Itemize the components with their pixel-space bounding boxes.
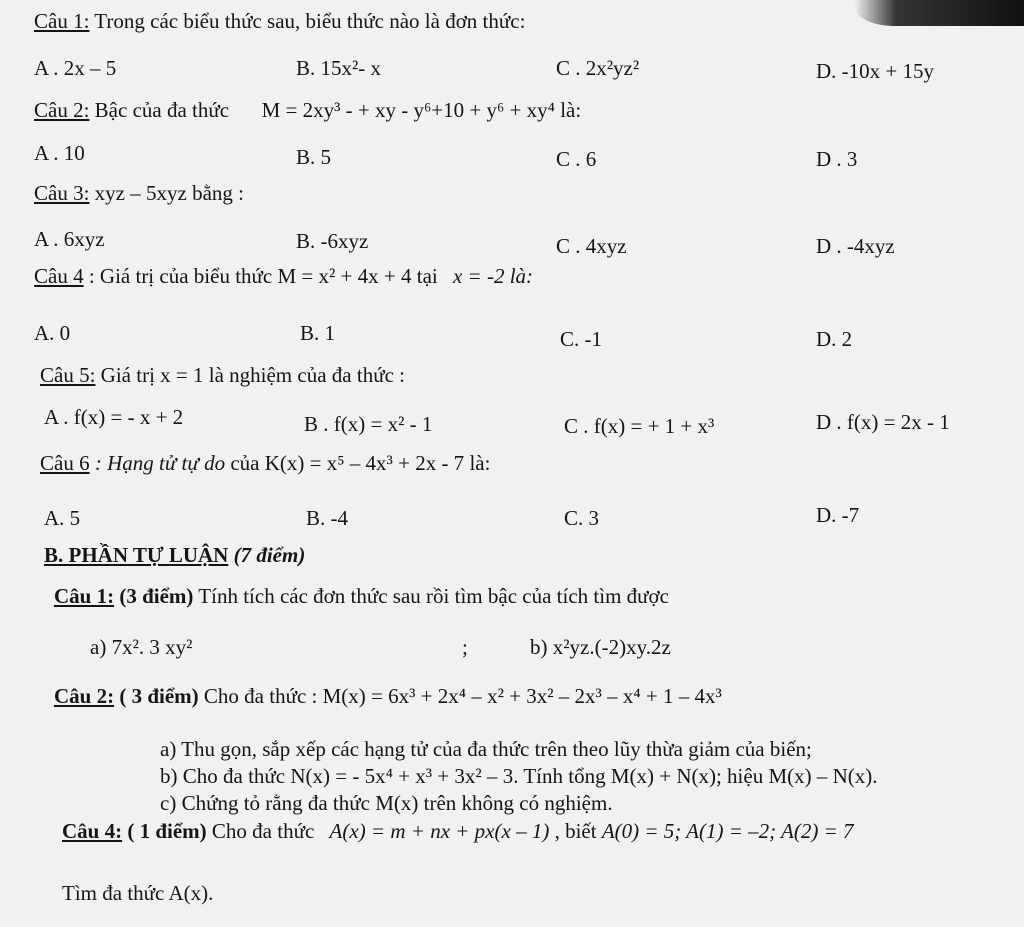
essay-q2-part-b: b) Cho đa thức N(x) = - 5x⁴ + x³ + 3x² – 3. Tính tổng M(x) + N(x); hiệu M(x) – N(x).: [160, 764, 878, 788]
q3-option-b: B. -6xyz: [296, 229, 369, 253]
q5-option-b: B . f(x) = x² - 1: [304, 412, 433, 436]
q5-option-a: A . f(x) = - x + 2: [44, 405, 184, 429]
question-1-text: Trong các biểu thức sau, biểu thức nào là đơn thức:: [94, 9, 526, 33]
q2-option-c: C . 6: [556, 147, 597, 171]
question-6-label: Câu 6: [40, 451, 90, 475]
essay-q2-part-a: a) Thu gọn, sắp xếp các hạng tử của đa thức trên theo lũy thừa giảm của biến;: [160, 737, 812, 761]
essay-q1-points: (3 điểm): [119, 584, 194, 608]
essay-q1-part-b: b) x²yz.(-2)xy.2z: [530, 635, 671, 659]
essay-question-2: [54, 683, 722, 709]
question-6-mid: của: [230, 451, 260, 475]
essay-q2-label: Câu 2:: [54, 684, 115, 708]
q4-option-b: B. 1: [300, 321, 336, 345]
q4-option-d: D. 2: [816, 327, 853, 351]
q5-option-d: D . f(x) = 2x - 1: [816, 410, 950, 434]
essay-question-4: [62, 818, 854, 844]
question-5-label: Câu 5:: [40, 363, 96, 387]
q3-option-a: A . 6xyz: [34, 227, 105, 251]
part-b-title: B. PHẦN TỰ LUẬN: [44, 543, 229, 567]
question-2: [34, 97, 581, 123]
part-b-heading: [44, 542, 305, 568]
question-4-mid: tại: [416, 264, 438, 288]
q6-option-d: D. -7: [816, 503, 860, 527]
q2-option-d: D . 3: [816, 147, 858, 171]
question-2-tail: là:: [560, 98, 582, 122]
q1-option-c: C . 2x²yz²: [556, 56, 640, 80]
question-5: [40, 362, 405, 388]
question-6-tail: là:: [469, 451, 491, 475]
question-1-label: Câu 1:: [34, 9, 90, 33]
question-4-condition: x = -2 là:: [452, 264, 534, 288]
question-2-expression: M = 2xy³ - + xy - y⁶+10 + y⁶ + xy⁴: [261, 98, 555, 122]
question-1: [34, 8, 525, 34]
part-b-points: (7 điểm): [233, 543, 306, 567]
q6-option-b: B. -4: [306, 506, 348, 530]
essay-q4-points: ( 1 điểm): [127, 819, 207, 843]
question-3: [34, 180, 244, 206]
question-2-text: Bậc của đa thức: [94, 98, 230, 122]
q4-option-c: C. -1: [560, 327, 602, 351]
essay-q4-expression: A(x) = m + nx + px(x – 1): [329, 819, 550, 843]
question-4-text: : Giá trị của biểu thức: [88, 264, 273, 288]
question-5-text: Giá trị x = 1 là nghiệm của đa thức :: [100, 363, 405, 387]
q1-option-b: B. 15x²- x: [296, 56, 382, 80]
q4-option-a: A. 0: [34, 321, 71, 345]
question-4-label: Câu 4: [34, 264, 84, 288]
essay-q1-separator: ;: [462, 635, 468, 659]
q5-option-c: C . f(x) = + 1 + x³: [564, 414, 715, 438]
q6-option-c: C. 3: [564, 506, 600, 530]
q2-option-b: B. 5: [296, 145, 332, 169]
essay-q4-label: Câu 4:: [62, 819, 123, 843]
question-4-expression: M = x² + 4x + 4: [277, 264, 412, 288]
ink-smudge: [854, 0, 1024, 26]
q1-option-a: A . 2x – 5: [34, 56, 117, 80]
essay-q1-text: Tính tích các đơn thức sau rồi tìm bậc của tích tìm được: [198, 584, 669, 608]
essay-q1-label: Câu 1:: [54, 584, 115, 608]
q2-option-a: A . 10: [34, 141, 85, 165]
essay-q4-given: A(0) = 5; A(1) = –2; A(2) = 7: [601, 819, 854, 843]
essay-q2-expression: M(x) = 6x³ + 2x⁴ – x² + 3x² – 2x³ – x⁴ + 1 – 4x³: [322, 684, 722, 708]
essay-q4-find: Tìm đa thức A(x).: [62, 881, 214, 905]
question-2-label: Câu 2:: [34, 98, 90, 122]
q1-option-d: D. -10x + 15y: [816, 59, 935, 83]
essay-q4-given-label: , biết: [554, 819, 597, 843]
essay-q2-part-c: c) Chứng tỏ rằng đa thức M(x) trên không có nghiệm.: [160, 791, 613, 815]
question-6: [40, 450, 490, 476]
essay-question-1: [54, 583, 669, 609]
question-6-expression: K(x) = x⁵ – 4x³ + 2x - 7: [264, 451, 465, 475]
question-4: [34, 263, 533, 289]
essay-q2-points: ( 3 điểm): [119, 684, 199, 708]
essay-q2-text: Cho đa thức :: [203, 684, 318, 708]
question-6-text: : Hạng tử tự do: [94, 451, 226, 475]
essay-q4-text: Cho đa thức: [211, 819, 315, 843]
q6-option-a: A. 5: [44, 506, 81, 530]
q3-option-d: D . -4xyz: [816, 234, 895, 258]
question-3-label: Câu 3:: [34, 181, 90, 205]
essay-q1-part-a: a) 7x². 3 xy²: [90, 635, 193, 659]
question-3-text: xyz – 5xyz bằng :: [94, 181, 244, 205]
q3-option-c: C . 4xyz: [556, 234, 627, 258]
